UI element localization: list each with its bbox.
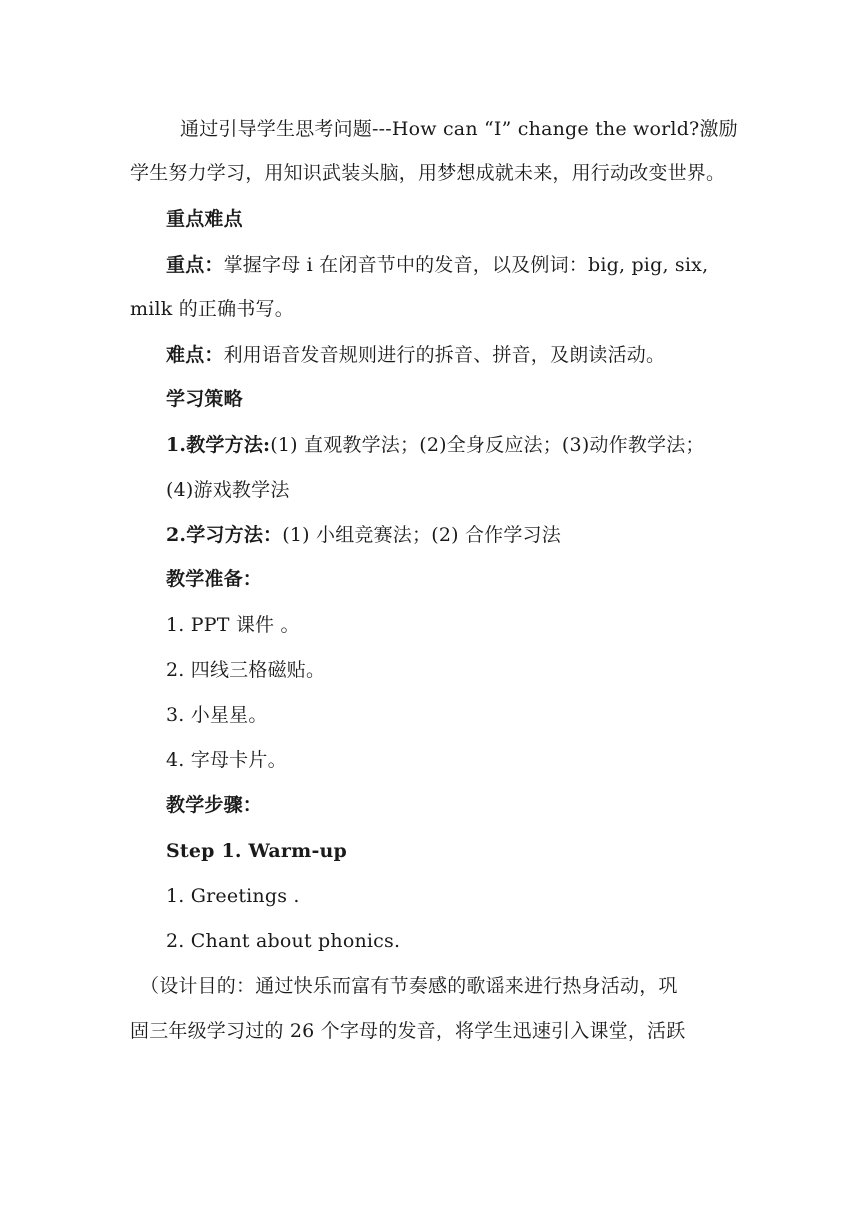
preparation-item: 2. 四线三格磁贴。 (166, 659, 326, 681)
focus-continuation: milk 的正确书写。 (130, 298, 294, 320)
focus-paragraph (166, 252, 740, 278)
teaching-method-text: (1) 直观教学法；(2)全身反应法；(3)动作教学法； (270, 434, 705, 456)
focus-text: 掌握字母 i 在闭音节中的发音，以及例词：big, pig, six, (223, 254, 709, 276)
steps-heading: 教学步骤： (166, 794, 263, 816)
purpose-line-1: （设计目的：通过快乐而富有节奏感的歌谣来进行热身活动，巩 (140, 975, 678, 997)
difficulty-paragraph (166, 342, 740, 368)
learning-method-label: 2.学习方法： (166, 524, 283, 546)
teaching-method-paragraph (166, 432, 740, 458)
strategy-heading: 学习策略 (166, 388, 243, 410)
intro-line-2: 学生努力学习，用知识武装头脑，用梦想成就未来，用行动改变世界。 (130, 162, 726, 184)
step-item: 1. Greetings . (166, 885, 300, 907)
preparation-heading: 教学准备： (166, 568, 263, 590)
intro-line-1: 通过引导学生思考问题---How can “I” change the world?激励 (180, 118, 738, 140)
learning-method-paragraph (166, 522, 740, 548)
preparation-item: 1. PPT 课件 。 (166, 614, 300, 636)
key-points-heading: 重点难点 (166, 208, 243, 230)
focus-label: 重点： (166, 254, 224, 276)
step-1-heading: Step 1. Warm-up (166, 840, 348, 862)
purpose-line-2: 固三年级学习过的 26 个字母的发音，将学生迅速引入课堂，活跃 (130, 1020, 686, 1042)
difficulty-label: 难点： (166, 344, 224, 366)
learning-method-text: (1) 小组竞赛法；(2) 合作学习法 (282, 524, 561, 546)
teaching-method-continuation: (4)游戏教学法 (166, 479, 290, 501)
teaching-method-label: 1.教学方法: (166, 434, 271, 456)
step-item: 2. Chant about phonics. (166, 930, 401, 952)
preparation-item: 4. 字母卡片。 (166, 749, 287, 771)
difficulty-text: 利用语音发音规则进行的拆音、拼音，及朗读活动。 (223, 344, 666, 366)
preparation-item: 3. 小星星。 (166, 704, 268, 726)
